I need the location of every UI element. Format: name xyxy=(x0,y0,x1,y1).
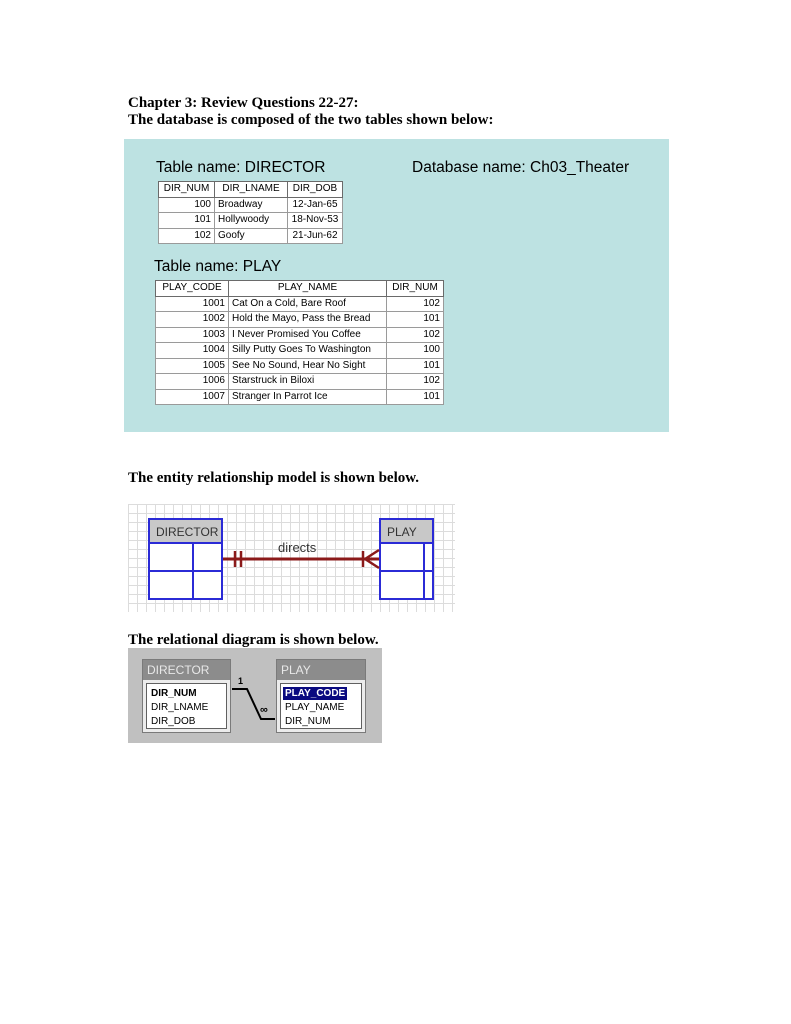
play-relation-title: PLAY xyxy=(277,660,365,680)
table-cell: Cat On a Cold, Bare Roof xyxy=(229,296,387,312)
relationship-connector xyxy=(128,504,455,612)
director-table-header xyxy=(159,182,343,198)
table-row xyxy=(156,358,444,374)
table-cell: 101 xyxy=(387,389,444,405)
database-name: Database name: Ch03_Theater xyxy=(412,159,630,176)
table-row xyxy=(156,312,444,328)
field-item: DIR_NUM xyxy=(151,688,197,699)
erm-heading: The entity relationship model is shown below. xyxy=(128,470,420,486)
column-header: DIR_DOB xyxy=(288,182,343,198)
table-row xyxy=(156,389,444,405)
table-cell: 1003 xyxy=(156,327,229,343)
relational-heading: The relational diagram is shown below. xyxy=(128,632,379,648)
table-cell: 101 xyxy=(159,213,215,229)
field-item: PLAY_NAME xyxy=(285,702,345,713)
table-row xyxy=(156,343,444,359)
table-cell: Hold the Mayo, Pass the Bread xyxy=(229,312,387,328)
table-cell: 12-Jan-65 xyxy=(288,197,343,213)
cardinality-many: ∞ xyxy=(260,704,268,716)
play-entity-title: PLAY xyxy=(381,520,432,544)
column-header: DIR_NUM xyxy=(387,281,444,297)
table-cell: 18-Nov-53 xyxy=(288,213,343,229)
table-cell: 1006 xyxy=(156,374,229,390)
relation-line xyxy=(232,689,275,719)
cardinality-one: 1 xyxy=(238,676,244,686)
table-cell: 102 xyxy=(387,327,444,343)
table-cell: 101 xyxy=(387,312,444,328)
column-header: DIR_NUM xyxy=(159,182,215,198)
table-cell: 21-Jun-62 xyxy=(288,228,343,244)
table-row xyxy=(156,374,444,390)
database-panel xyxy=(124,139,669,432)
table-cell: Hollywoody xyxy=(215,213,288,229)
play-table xyxy=(155,280,444,405)
director-entity-title: DIRECTOR xyxy=(150,520,221,544)
table-cell: 1002 xyxy=(156,312,229,328)
table-cell: 100 xyxy=(159,197,215,213)
table-cell: Broadway xyxy=(215,197,288,213)
table-cell: 1004 xyxy=(156,343,229,359)
field-item: DIR_DOB xyxy=(151,716,196,727)
table-row xyxy=(156,296,444,312)
table-cell: 1005 xyxy=(156,358,229,374)
director-table-caption: Table name: DIRECTOR xyxy=(156,159,326,176)
table-cell: Silly Putty Goes To Washington xyxy=(229,343,387,359)
director-table xyxy=(158,181,343,244)
director-relation-title: DIRECTOR xyxy=(143,660,230,680)
intro-heading: The database is composed of the two tables shown below: xyxy=(128,112,494,128)
table-cell: Stranger In Parrot Ice xyxy=(229,389,387,405)
relational-diagram xyxy=(128,648,382,743)
table-row xyxy=(156,327,444,343)
table-cell: Goofy xyxy=(215,228,288,244)
table-cell: 102 xyxy=(159,228,215,244)
table-cell: I Never Promised You Coffee xyxy=(229,327,387,343)
play-table-header xyxy=(156,281,444,297)
field-item-selected[interactable]: PLAY_CODE xyxy=(285,688,346,699)
table-cell: 1001 xyxy=(156,296,229,312)
table-row xyxy=(159,197,343,213)
table-cell: Starstruck in Biloxi xyxy=(229,374,387,390)
relation-connector xyxy=(128,648,382,743)
field-item: DIR_NUM xyxy=(285,716,331,727)
table-cell: 101 xyxy=(387,358,444,374)
chapter-heading: Chapter 3: Review Questions 22-27: xyxy=(128,95,359,111)
table-cell: 1007 xyxy=(156,389,229,405)
play-table-caption: Table name: PLAY xyxy=(154,258,282,275)
table-cell: 102 xyxy=(387,296,444,312)
table-row xyxy=(159,213,343,229)
table-cell: 102 xyxy=(387,374,444,390)
column-header: PLAY_NAME xyxy=(229,281,387,297)
table-row xyxy=(159,228,343,244)
table-cell: See No Sound, Hear No Sight xyxy=(229,358,387,374)
column-header: PLAY_CODE xyxy=(156,281,229,297)
column-header: DIR_LNAME xyxy=(215,182,288,198)
relationship-label: directs xyxy=(278,540,317,555)
table-cell: 100 xyxy=(387,343,444,359)
er-diagram xyxy=(128,504,455,612)
field-item: DIR_LNAME xyxy=(151,702,209,713)
